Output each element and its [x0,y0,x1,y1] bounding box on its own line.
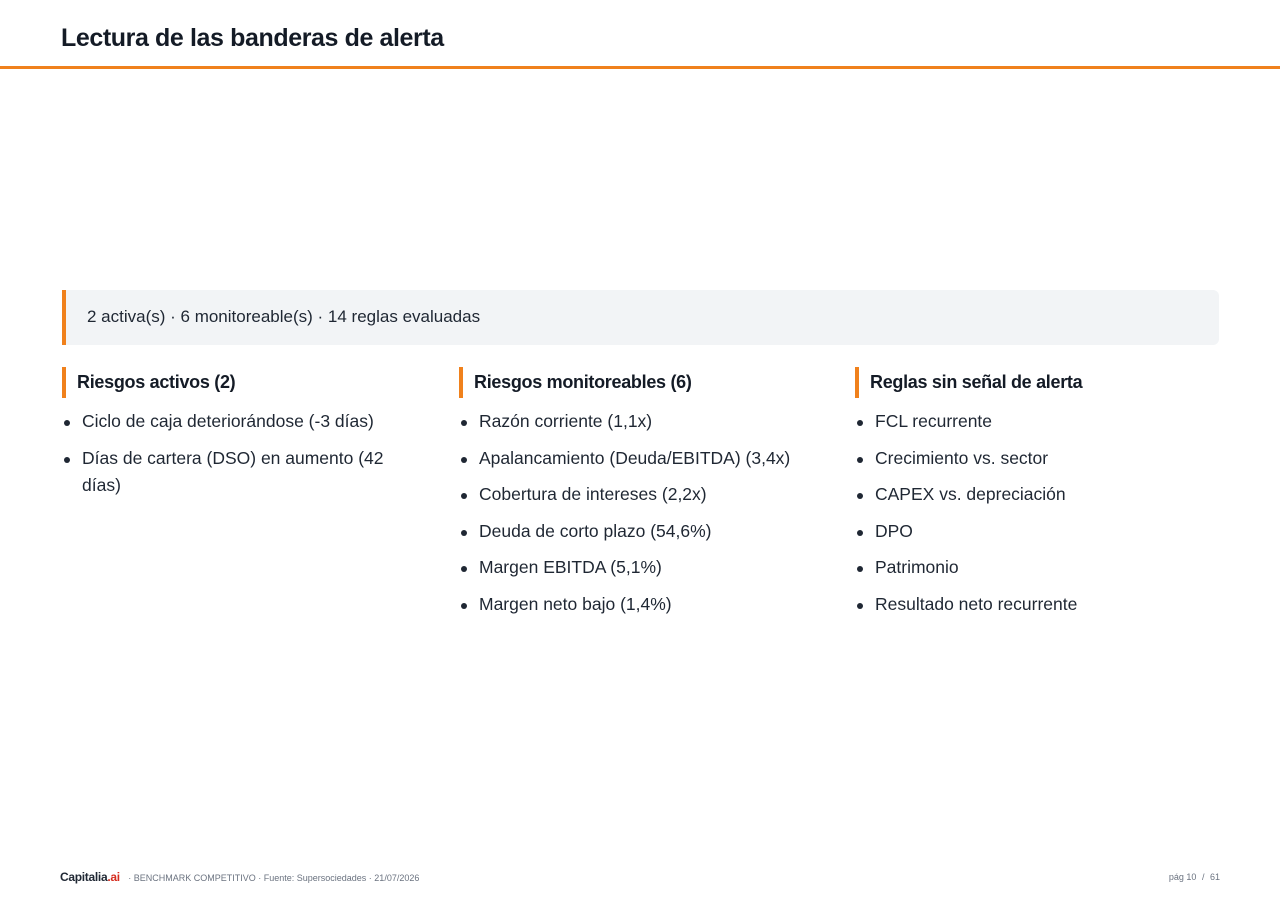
summary-banner [62,290,1219,345]
column-rules-no-alert [855,367,1215,627]
column-title-rules-no-alert: Reglas sin señal de alerta [855,367,1215,398]
brand-suffix: .ai [107,870,120,884]
list-item: Cobertura de intereses (2,2x) [459,481,819,508]
brand-logo [60,870,120,884]
list-item: FCL recurrente [855,408,1215,435]
list-item: Patrimonio [855,554,1215,581]
page-header [0,0,1280,69]
list-item: Apalancamiento (Deuda/EBITDA) (3,4x) [459,445,819,472]
footer-left [60,868,419,886]
page-total: 61 [1209,872,1220,882]
list-item: Ciclo de caja deteriorándose (-3 días) [62,408,402,435]
column-monitorable-risks [459,367,819,627]
page-separator: / [1201,872,1205,882]
list-item: Resultado neto recurrente [855,591,1215,618]
list-item: Margen EBITDA (5,1%) [459,554,819,581]
list-item: CAPEX vs. depreciación [855,481,1215,508]
brand-name: Capitalia [60,870,108,884]
rules-no-alert-list [855,408,1215,618]
page-number [1169,868,1220,886]
footer-meta: · BENCHMARK COMPETITIVO · Fuente: Supersociedades · 21/07/2026 [128,873,420,883]
column-title-monitorable-risks: Riesgos monitoreables (6) [459,367,819,398]
list-item: DPO [855,518,1215,545]
monitorable-risks-list [459,408,819,618]
active-risks-list [62,408,422,499]
page-label: pág 10 [1168,872,1197,882]
list-item: Días de cartera (DSO) en aumento (42 días) [62,445,402,499]
page-title: Lectura de las banderas de alerta [61,24,444,52]
column-active-risks [62,367,422,508]
list-item: Crecimiento vs. sector [855,445,1215,472]
column-title-active-risks: Riesgos activos (2) [62,367,422,398]
list-item: Razón corriente (1,1x) [459,408,819,435]
list-item: Margen neto bajo (1,4%) [459,591,819,618]
list-item: Deuda de corto plazo (54,6%) [459,518,819,545]
summary-text: 2 activa(s) · 6 monitoreable(s) · 14 reglas evaluadas [87,307,481,326]
